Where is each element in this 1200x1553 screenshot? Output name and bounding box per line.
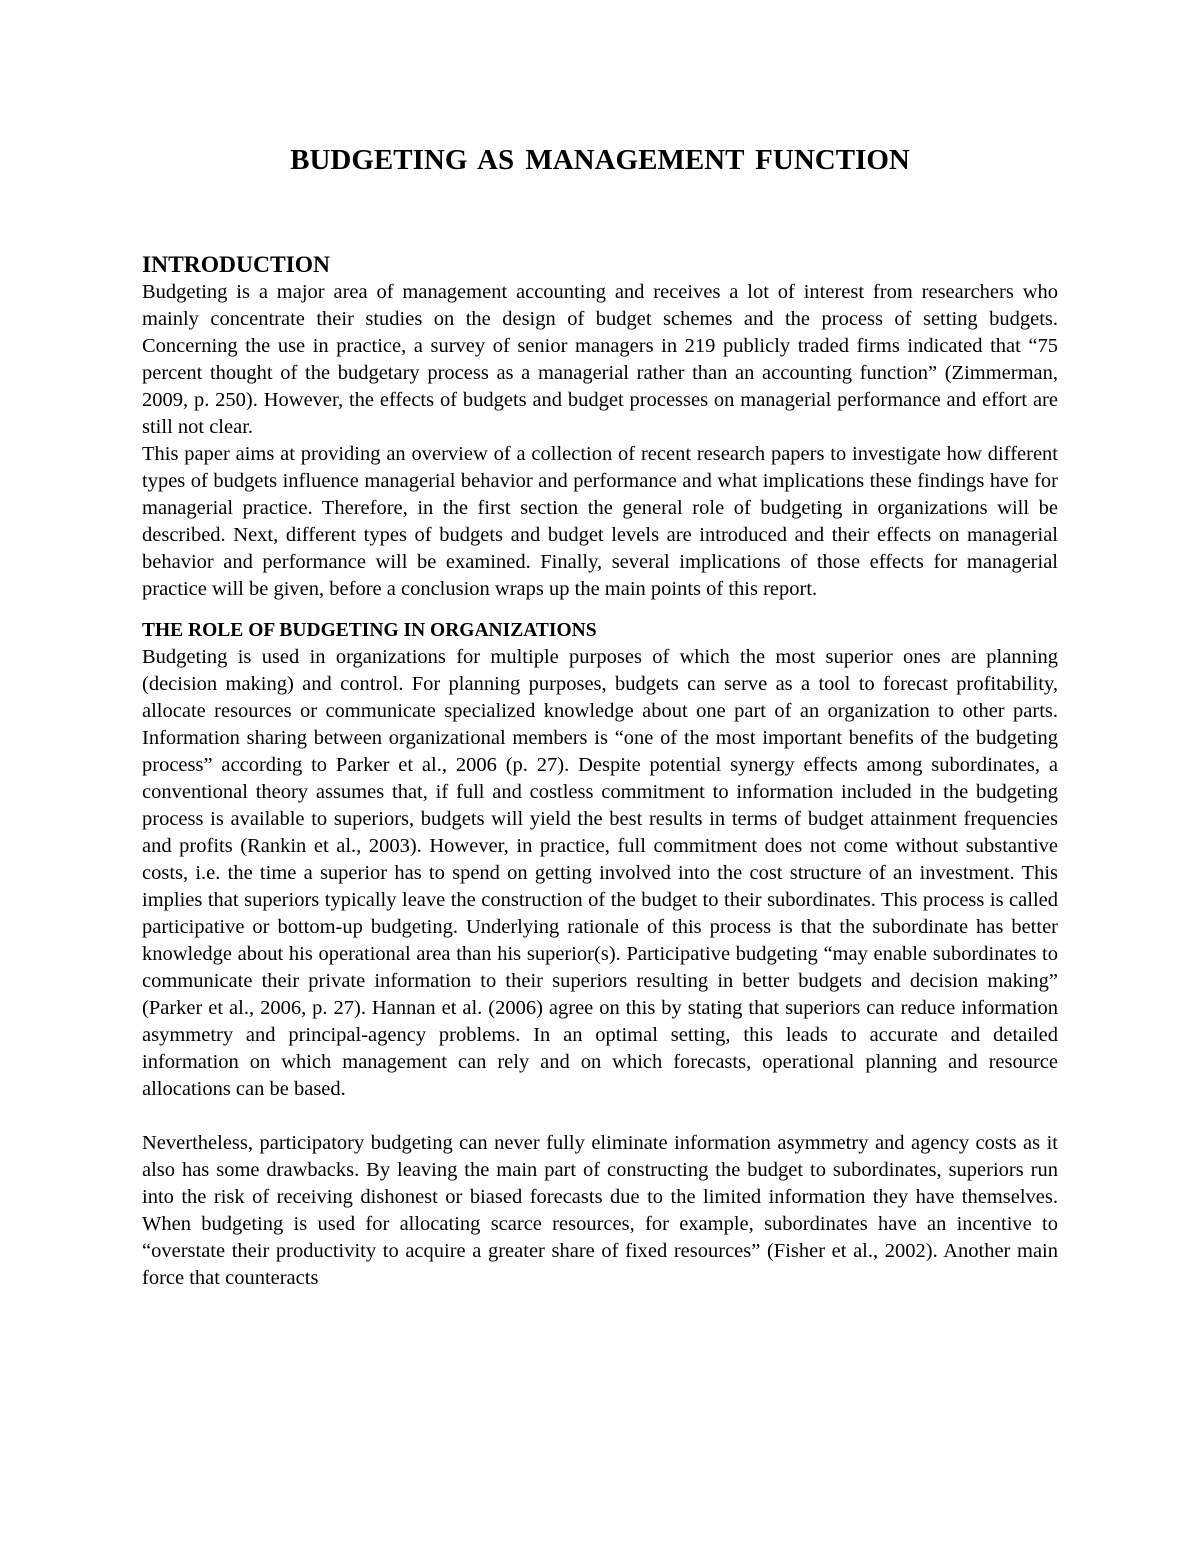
paragraph-intro-2: This paper aims at providing an overview of a collection of recent research papers to investigate how different types of budgets influence managerial behavior and performance and what implications these findings have for managerial practice. Therefore, in the first section the general role of budgeting in organizations will be described. Next, different types of budgets and budget levels are introduced and their effects on managerial behavior and performance will be examined. Finally, several implications of those effects for managerial practice will be given, before a conclusion wraps up the main points of this report.: [142, 443, 1058, 600]
section-role-of-budgeting: [142, 617, 1058, 1292]
section-heading-introduction: INTRODUCTION: [142, 252, 331, 278]
paragraph-role-2: Nevertheless, participatory budgeting can never fully eliminate information asymmetry and agency costs as it also has some drawbacks. By leaving the main part of constructing the budget to subordinates, superiors run into the risk of receiving dishonest or biased forecasts due to the limited information they have themselves. When budgeting is used for allocating scarce resources, for example, subordinates have an incentive to “overstate their productivity to acquire a greater share of fixed resources” (Fisher et al., 2002). Another main force that counteracts: [142, 1132, 1058, 1289]
section-introduction: [142, 252, 1058, 603]
paragraph-intro-1: Budgeting is a major area of management accounting and receives a lot of interest from researchers who mainly concentrate their studies on the design of budget schemes and the process of setting budgets. Concerning the use in practice, a survey of senior managers in 219 publicly traded firms indicated that “75 percent thought of the budgetary process as a managerial rather than an accounting function” (Zimmerman, 2009, p. 250). However, the effects of budgets and budget processes on managerial performance and effort are still not clear.: [142, 281, 1058, 438]
section-heading-role-of-budgeting: THE ROLE OF BUDGETING IN ORGANIZATIONS: [142, 620, 597, 641]
paragraph-role-1: Budgeting is used in organizations for multiple purposes of which the most superior ones are planning (decision making) and control. For planning purposes, budgets can serve as a tool to forecast profitability, allocate resources or communicate specialized knowledge about one part of an organization to other parts. Information sharing between organizational members is “one of the most important benefits of the budgeting process” according to Parker et al., 2006 (p. 27). Despite potential synergy effects among subordinates, a conventional theory assumes that, if full and costless commitment to information included in the budgeting process is available to superiors, budgets will yield the best results in terms of budget attainment frequencies and profits (Rankin et al., 2003). However, in practice, full commitment does not come without substantive costs, i.e. the time a superior has to spend on getting involved into the cost structure of an investment. This implies that superiors typically leave the construction of the budget to their subordinates. This process is called participative or bottom-up budgeting. Underlying rationale of this process is that the subordinate has better knowledge about his operational area than his superior(s). Participative budgeting “may enable subordinates to communicate their private information to their superiors resulting in better budgets and decision making” (Parker et al., 2006, p. 27). Hannan et al. (2006) agree on this by stating that superiors can reduce information asymmetry and principal-agency problems. In an optimal setting, this leads to accurate and detailed information on which management can rely and on which forecasts, operational planning and resource allocations can be based.: [142, 646, 1058, 1100]
document-page: [142, 140, 1058, 1292]
document-title: BUDGETING AS MANAGEMENT FUNCTION: [290, 144, 910, 176]
